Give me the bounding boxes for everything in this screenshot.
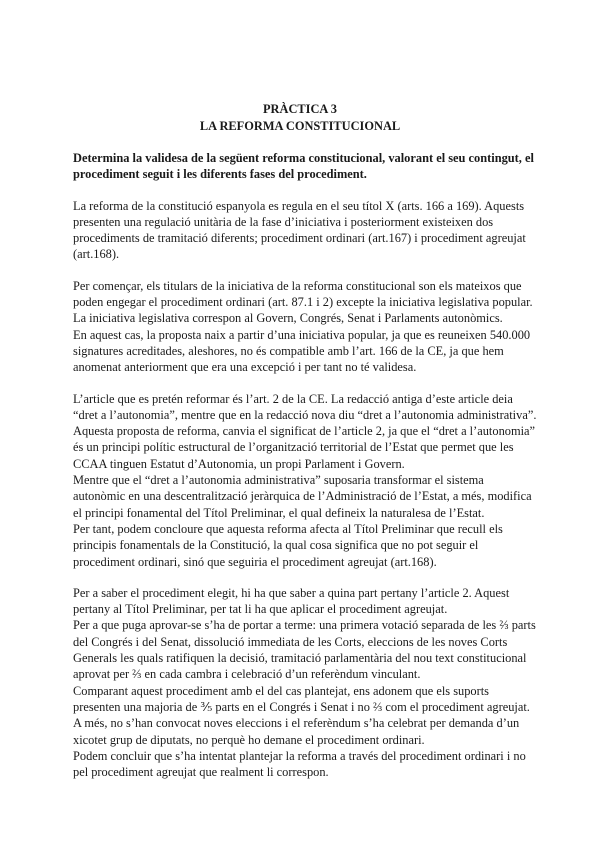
paragraph-line: Mentre que el “dret a l’autonomia administrativa” suposaria transformar el sistema autonòmic en una descentralització jeràrquica de l’Administració de l’Estat, a més, modifica el principi fonamental del Títol Preliminar, el qual defineix la naturalesa de l’Estat. xyxy=(73,473,532,520)
instruction-text: Determina la validesa de la següent reforma constitucional, valorant el seu contingut, el procediment seguit i les diferents fases del procediment. xyxy=(73,151,534,182)
paragraph-line: Comparant aquest procediment amb el del cas plantejat, ens adonem que els suports presenten una majoria de ⅗ parts en el Congrés i Senat i no ⅔ com el procediment agreujat. xyxy=(73,683,530,714)
paragraph-4 xyxy=(73,585,537,781)
paragraph-line: L’article que es pretén reformar és l’art. 2 de la CE. La redacció antiga d’este article deia “dret a l’autonomia”, mentre que en la redacció nova diu “dret a l’autonomia administrativa”. Aquesta proposta de reforma, canvia el significat de l’article 2, ja que el “dret a l’autonomia” és un principi polític estructural de l’organització territorial de l’Estat que permet que les CCAA tinguen Estatut d’Autonomia, un propi Parlament i Govern. xyxy=(73,391,537,471)
paragraph-line: A més, no s’han convocat noves eleccions i el referèndum s’ha celebrat per demanda d’un xicotet grup de diputats, no perquè ho demane el procediment ordinari. xyxy=(73,716,520,747)
document-title xyxy=(0,101,600,135)
paragraph-line: Per tant, podem concloure que aquesta reforma afecta al Títol Preliminar que recull els principis fonamentals de la Constitució, la qual cosa significa que no pot seguir el procediment ordinari, sinó que seguiria el procediment agreujat (art.168). xyxy=(73,521,503,569)
paragraph-line: La reforma de la constitució espanyola es regula en el seu títol X (arts. 166 a 169). Aquests presenten una regulació unitària de la fase d’iniciativa i posteriorment existeixen dos procediments de tramitació diferents; procediment ordinari (art.167) i procediment agreujat (art.168). xyxy=(73,198,526,262)
paragraph-line: Per començar, els titulars de la iniciativa de la reforma constitucional son els mateixos que poden engegar el procediment ordinari (art. 87.1 i 2) excepte la iniciativa legislativa popular. xyxy=(73,278,533,310)
paragraph-3 xyxy=(73,391,537,570)
paragraph-1 xyxy=(73,198,537,263)
paragraph-line: Per a que puga aprovar-se s’ha de portar a terme: una primera votació separada de les ⅔ parts del Congrés i del Senat, dissolució immediata de les Corts, eleccions de les noves Corts Generals les quals ratifiquen la decisió, tramitació parlamentària del nou text constitucional aprovat per ⅔ en cada cambra i celebració d’un referèndum vinculant. xyxy=(73,618,536,682)
paragraph-line: Podem concluir que s’ha intentat plantejar la reforma a través del procediment ordinari i no pel procediment agreujat que realment li correspon. xyxy=(73,748,526,780)
practice-number: PRÀCTICA 3 xyxy=(262,102,337,116)
paragraph-2 xyxy=(73,278,537,376)
paragraph-line: La iniciativa legislativa correspon al Govern, Congrés, Senat i Parlaments autonòmics. xyxy=(73,311,503,326)
practice-title: LA REFORMA CONSTITUCIONAL xyxy=(199,119,401,133)
paragraph-line: En aquest cas, la proposta naix a partir d’una iniciativa popular, ja que es reuneixen 540.000 signatures acreditades, aleshores, no és compatible amb l’art. 166 de la CE, ja que hem anomenat anteriorment que era una excepció i per tant no té validesa. xyxy=(73,327,531,375)
paragraph-line: Per a saber el procediment elegit, hi ha que saber a quina part pertany l’article 2. Aquest pertany al Títol Preliminar, per tat li ha que aplicar el procediment agreujat. xyxy=(73,585,510,617)
document-body xyxy=(73,150,537,795)
